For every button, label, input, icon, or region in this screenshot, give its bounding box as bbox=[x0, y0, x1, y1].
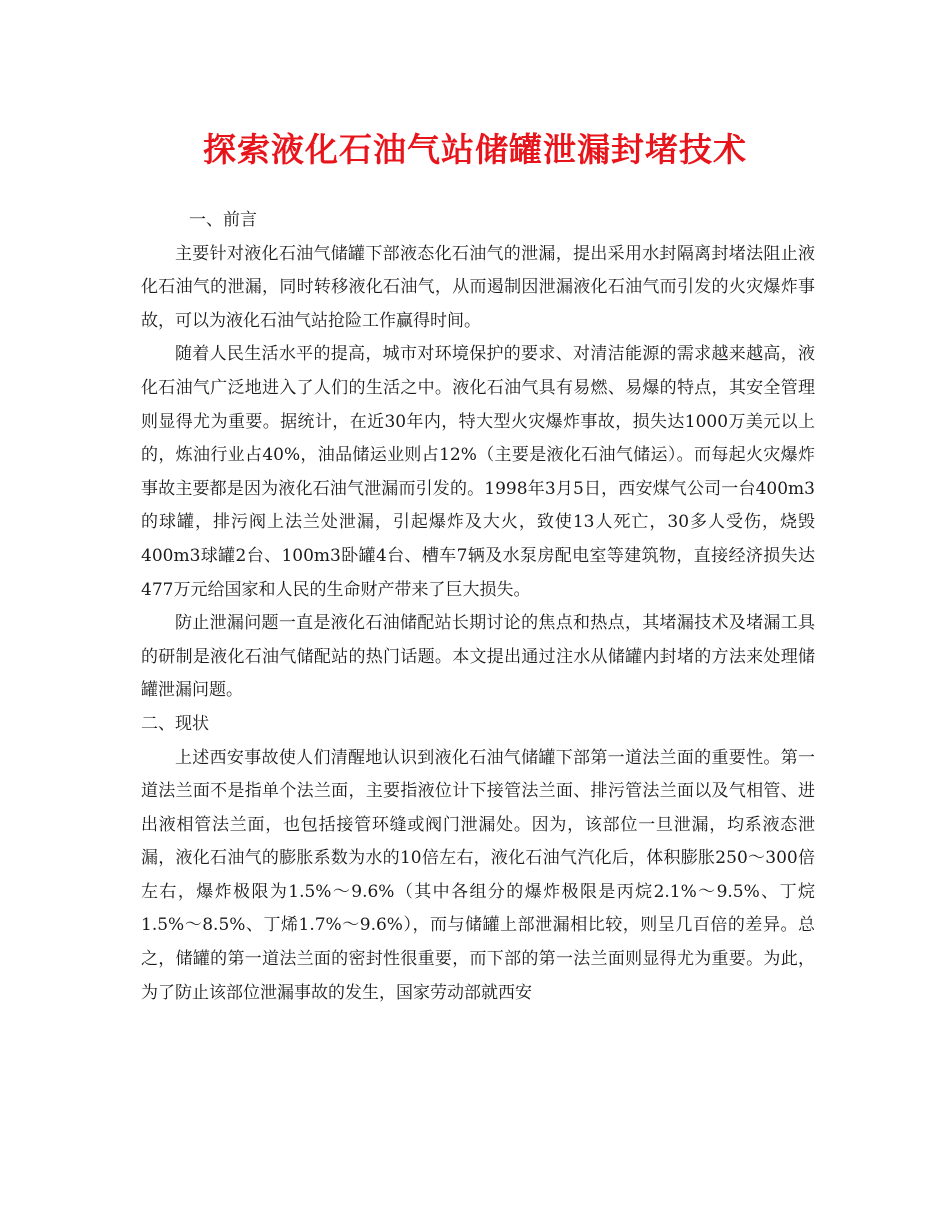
paragraph: 上述西安事故使人们清醒地认识到液化石油气储罐下部第一道法兰面的重要性。第一道法兰面不是指单个法兰面，主要指液位计下接管法兰面、排污管法兰面以及气相管、进出液相管法兰面，也包括接管环缝或阀门泄漏处。因为，该部位一旦泄漏，均系液态泄漏，液化石油气的膨胀系数为水的10倍左右，液化石油气汽化后，体积膨胀250～300倍左右，爆炸极限为1.5%～9.6%（其中各组分的爆炸极限是丙烷2.1%～9.5%、丁烷1.5%～8.5%、丁烯1.7%～9.6%），而与储罐上部泄漏相比较，则呈几百倍的差异。总之，储罐的第一道法兰面的密封性很重要，而下部的第一法兰面则显得尤为重要。为此，为了防止该部位泄漏事故的发生，国家劳动部就西安 bbox=[141, 747, 815, 1003]
paragraph: 随着人民生活水平的提高，城市对环境保护的要求、对清洁能源的需求越来越高，液化石油气广泛地进入了人们的生活之中。液化石油气具有易燃、易爆的特点，其安全管理则显得尤为重要。据统计，在近30年内，特大型火灾爆炸事故，损失达1000万美元以上的，炼油行业占40%，油品储运业则占12%（主要是液化石油气储运）。而每起火灾爆炸事故主要都是因为液化石油气泄漏而引发的。1998年3月5日，西安煤气公司一台400m3的球罐，排污阀上法兰处泄漏，引起爆炸及大火，致使13人死亡，30多人受伤，烧毁400m3球罐2台、100m3卧罐4台、槽车7辆及水泵房配电室等建筑物，直接经济损失达477万元给国家和人民的生命财产带来了巨大损失。 bbox=[141, 344, 815, 600]
document-body bbox=[141, 204, 815, 1010]
section-preface bbox=[141, 204, 815, 708]
paragraph: 防止泄漏问题一直是液化石油储配站长期讨论的焦点和热点，其堵漏技术及堵漏工具的研制是液化石油气储配站的热门话题。本文提出通过注水从储罐内封堵的方法来处理储罐泄漏问题。 bbox=[141, 613, 815, 701]
section-heading: 一、前言 bbox=[189, 210, 257, 230]
section-heading: 二、现状 bbox=[141, 713, 209, 734]
section-status bbox=[141, 708, 815, 1010]
document-title: 探索液化石油气站储罐泄漏封堵技术 bbox=[203, 130, 747, 169]
paragraph: 主要针对液化石油气储罐下部液态化石油气的泄漏，提出采用水封隔离封堵法阻止液化石油气的泄漏，同时转移液化石油气，从而遏制因泄漏液化石油气而引发的火灾爆炸事故，可以为液化石油气站抢险工作赢得时间。 bbox=[141, 243, 815, 331]
